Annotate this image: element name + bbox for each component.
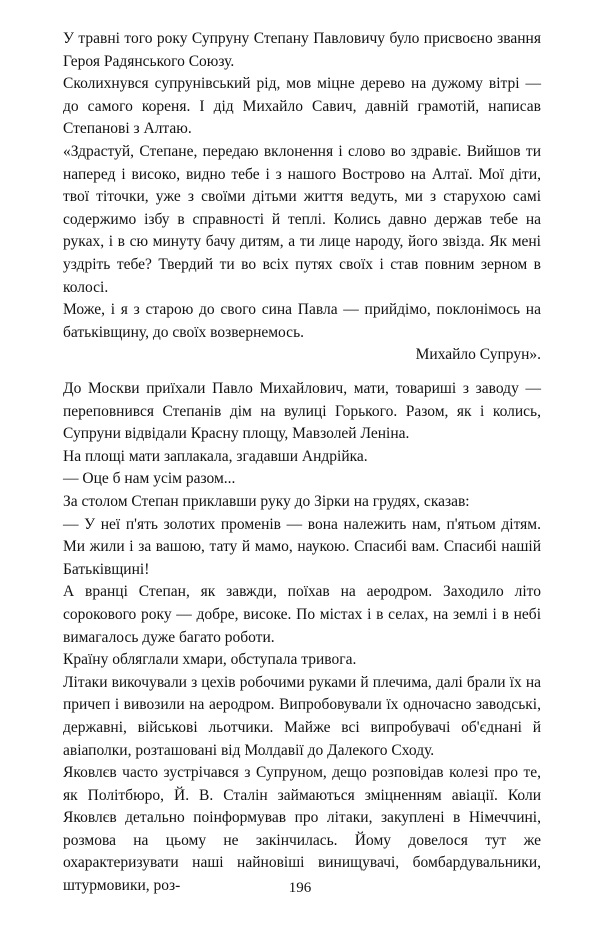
letter-section: [63, 28, 541, 367]
paragraph: До Москви приїхали Павло Михайлович, мати, товариші з заводу — переповнився Степанів дім на вулиці Горького. Разом, як і колись, Супруни відвідали Красну площу, Мавзолей Леніна.: [63, 380, 541, 443]
paragraph: Може, і я з старою до свого сина Павла — прийдімо, поклонімось на батьківщину, до своїх возвернемось.: [63, 301, 541, 341]
paragraph: За столом Степан приклавши руку до Зірки на грудях, сказав:: [63, 492, 470, 510]
paragraph: Країну обляглали хмари, обступала тривога.: [63, 651, 357, 669]
paragraph: А вранці Степан, як завжди, поїхав на аеродром. Заходило літо сорокового року — добре, високе. По містах і в селах, на землі і в небі вимагалось дуже багато роботи.: [63, 583, 541, 646]
page-number: 196: [288, 880, 312, 896]
paragraph: У травні того року Супруну Степану Павловичу було присвоєно звання Героя Радянського Союзу.: [63, 30, 541, 70]
paragraph: Літаки викочували з цехів робочими руками й плечима, далі брали їх на причеп і вивозили на аеродром. Випробовували їх одночасно заводські, державні, військові льотчики. Майже всі випробувачі об'єднані й авіаполки, розташовані від Молдавії до Далекого Сходу.: [63, 673, 541, 759]
paragraph: На площі мати заплакала, згадавши Андрійка.: [63, 447, 368, 465]
paragraph: Сколихнувся супрунівський рід, мов міцне дерево на дужому вітрі — до самого кореня. І дід Михайло Савич, давній грамотій, написав Степанові з Алтаю.: [63, 75, 541, 138]
paragraph: Яковлєв часто зустрічався з Супруном, дещо розповідав колезі про те, як Політбюро, Й. В. Сталін займаються зміцненням авіації. Коли Яковлєв детально поінформував про літаки, закуплені в Німеччині, розмова на цьому не закінчилась. Йому довелося тут же охарактеризувати наші найновіші винищувачі, бомбардувальники, штурмовики, роз-: [63, 764, 541, 895]
paragraph: «Здрастуй, Степане, передаю вклонення і слово во здравіє. Вийшов ти наперед і високо, видно тебе і з нашого Вострово на Алтаї. Мої діти, твої тіточки, уже з своїми дітьми життя ведуть, ми з старухою самі содержимо ізбу в справності й теплі. Колись давно держав тебе на руках, і в сю минуту бачу дитям, а ти лице народу, його звізда. Як мені уздріть тебе? Твердий ти во всіх путях своїх і став повним зерном в колосі.: [63, 142, 541, 296]
paragraph: — У неї п'ять золотих променів — вона належить нам, п'ятьом дітям. Ми жили і за вашою, тату й мамо, наукою. Спасибі вам. Спасибі нашій Батьківщині!: [63, 515, 541, 578]
letter-signature: Михайло Супрун».: [415, 346, 541, 364]
moscow-section: [63, 378, 541, 898]
paragraph: — Оце б нам усім разом...: [63, 470, 236, 488]
